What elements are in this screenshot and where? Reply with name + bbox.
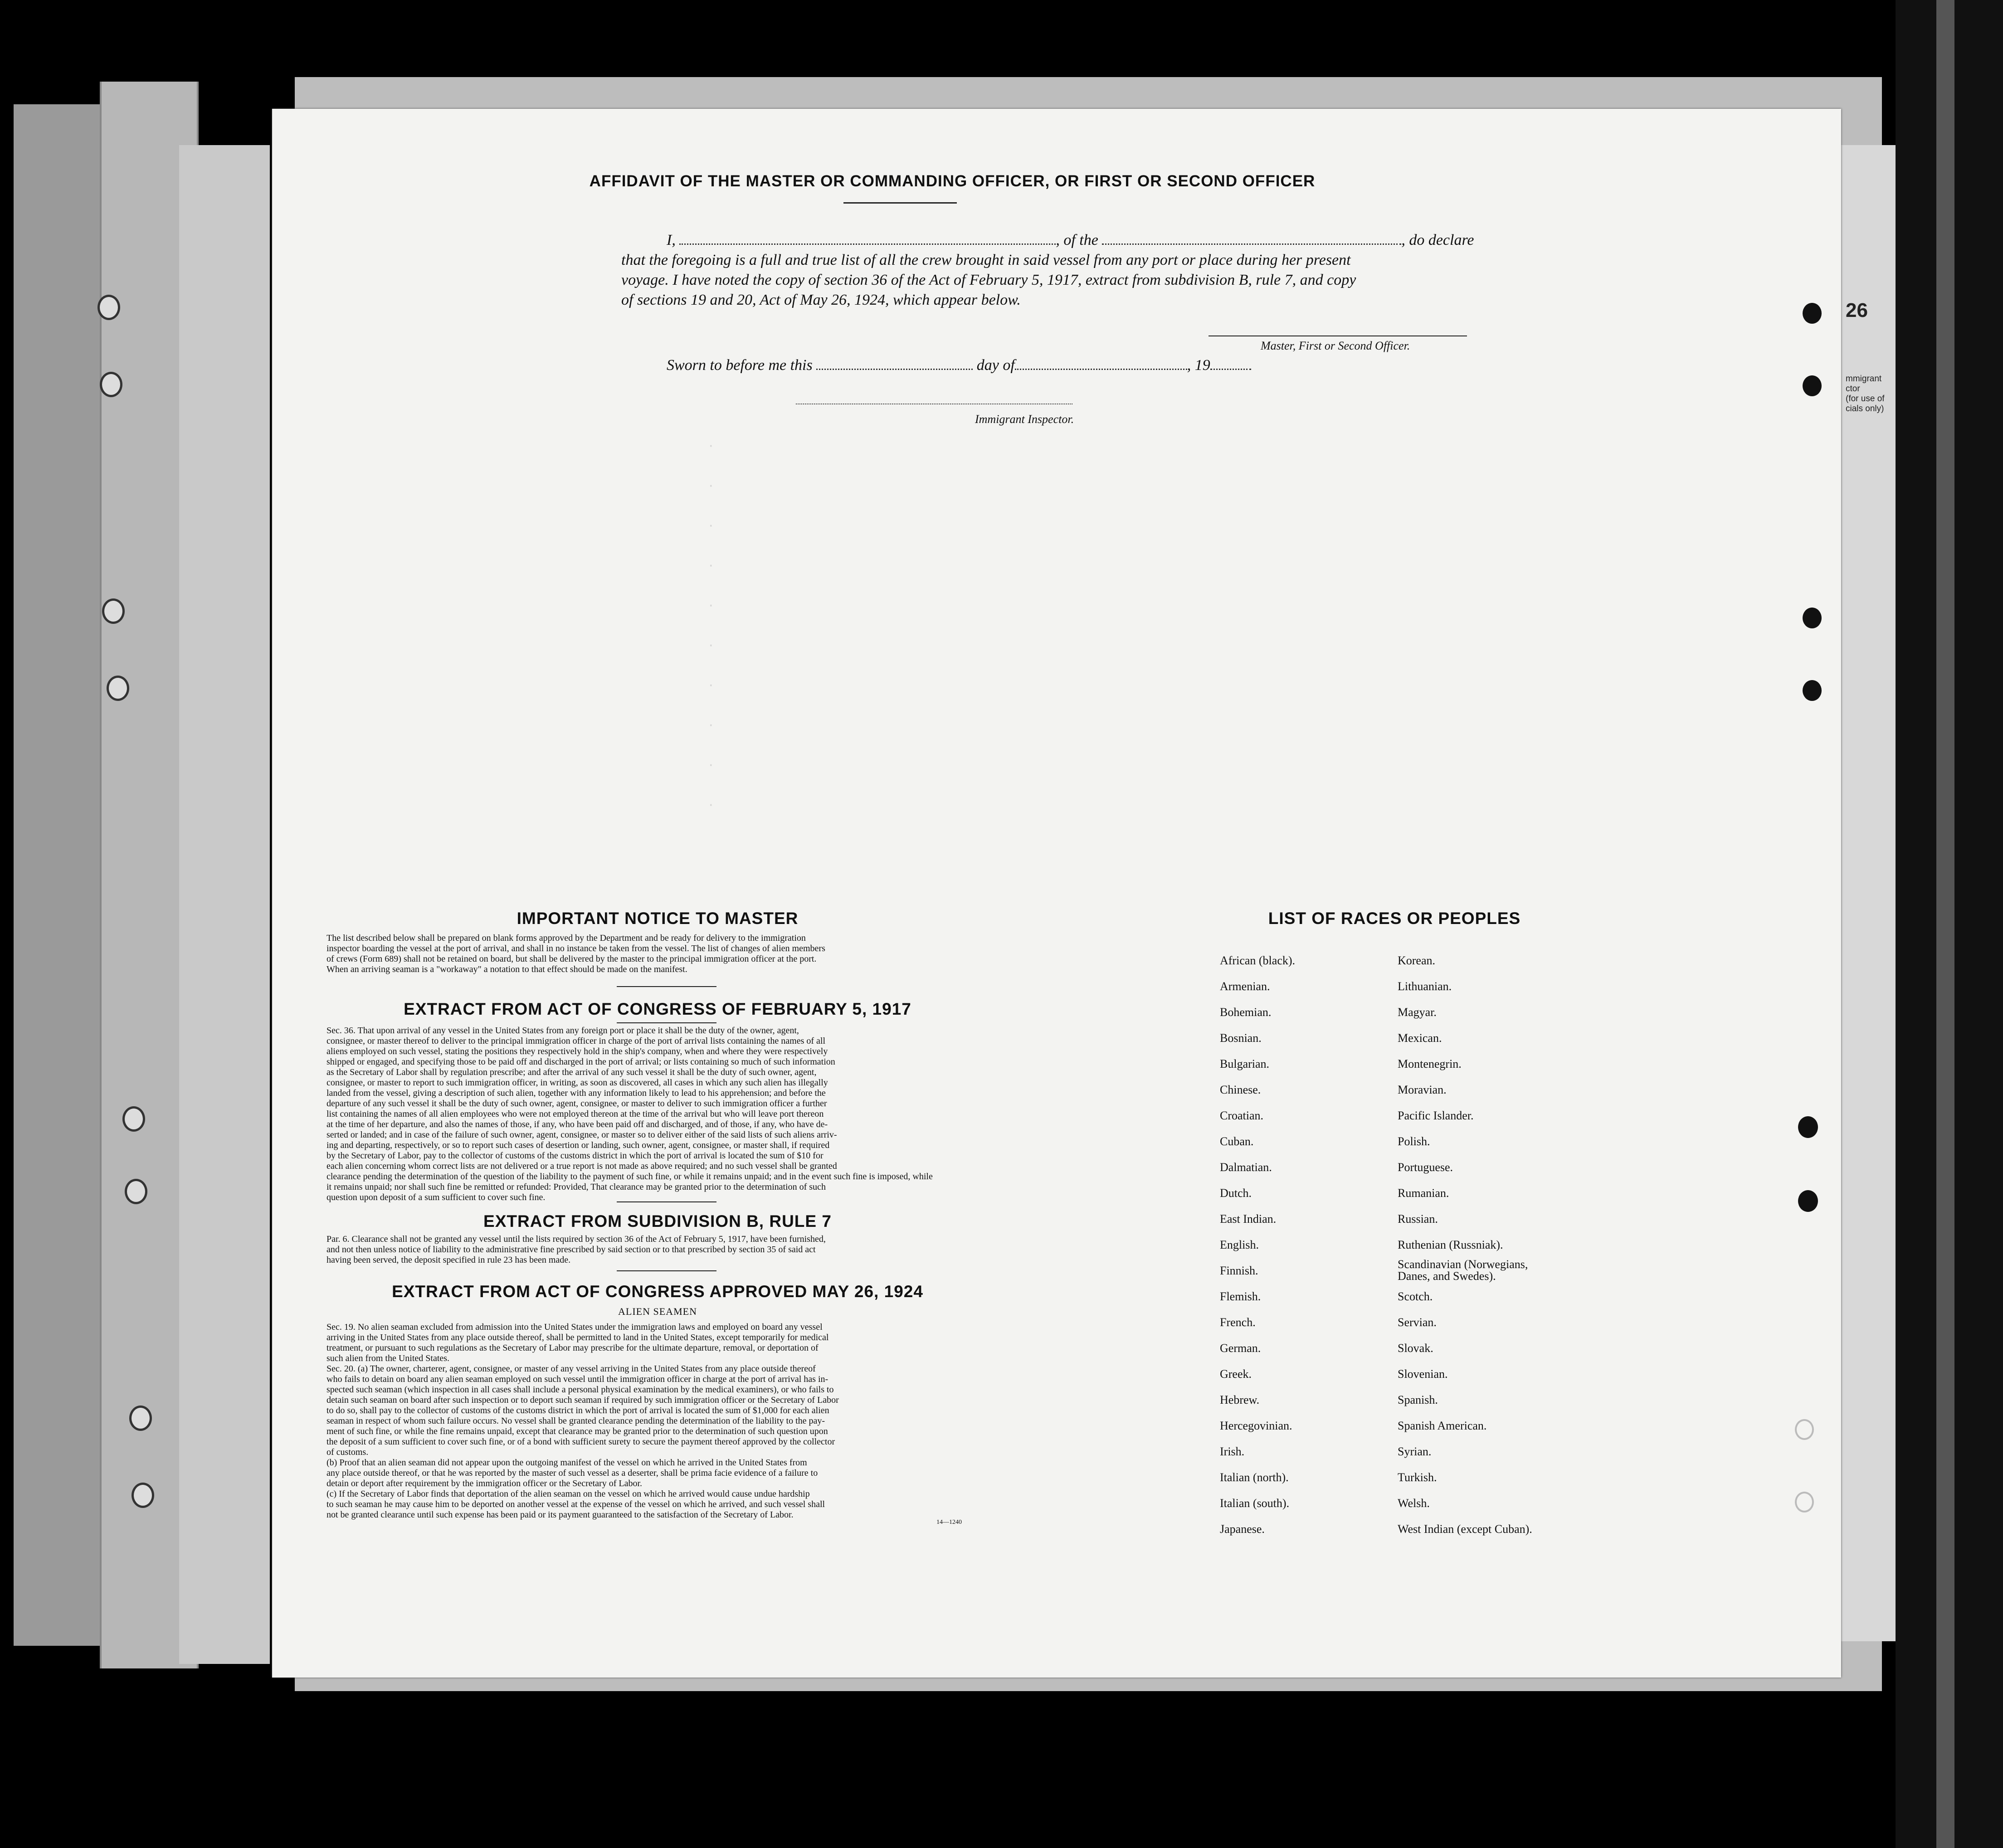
page-number: 26 xyxy=(1846,299,1868,321)
strip-hole-icon xyxy=(102,598,125,624)
race-item: West Indian (except Cuban). xyxy=(1398,1522,1532,1536)
sworn-month-field[interactable] xyxy=(1015,369,1187,370)
race-item: Korean. xyxy=(1398,954,1436,967)
text-line: and not then unless notice of liability to the administrative fine prescribed by said section or to that prescribed by section 35 of said act xyxy=(327,1245,816,1255)
race-item: Servian. xyxy=(1398,1316,1437,1329)
affidavit-title: AFFIDAVIT OF THE MASTER OR COMMANDING OFFICER, OR FIRST OR SECOND OFFICER xyxy=(589,172,1316,190)
race-item: Scandinavian (Norwegians, Danes, and Swedes). xyxy=(1398,1258,1528,1283)
signature-label: Master, First or Second Officer. xyxy=(1261,339,1410,352)
race-item: Polish. xyxy=(1398,1135,1430,1148)
race-item: Welsh. xyxy=(1398,1497,1430,1510)
race-item: Syrian. xyxy=(1398,1445,1432,1458)
text-line: consignee, or master thereof to deliver to the principal immigration officer in charge of the port of arrival lists containing the names of all xyxy=(327,1036,826,1046)
margin-note: mmigrant ctor (for use of cials only) xyxy=(1846,374,1885,413)
text-line: not be granted clearance until such expense has been paid or its payment guaranteed to the satisfaction of the Secretary of Labor. xyxy=(327,1510,794,1520)
section-divider xyxy=(617,1270,716,1271)
text-line: landed from the vessel, giving a description of such alien, together with any information likely to lead to his apprehension; and before the xyxy=(327,1088,826,1098)
punch-hole-icon xyxy=(1798,1190,1818,1212)
affidavit-text: of sections 19 and 20, Act of May 26, 1924, which appear below. xyxy=(621,292,1021,308)
race-item: German. xyxy=(1220,1342,1261,1355)
text-line: who fails to detain on board any alien seaman employed on such vessel until the immigration officer in charge at the port of arrival has in- xyxy=(327,1374,828,1384)
punch-hole-icon xyxy=(1803,375,1822,396)
act-1924-text xyxy=(327,1322,998,1520)
punch-hole-icon xyxy=(1795,1419,1814,1440)
race-item: Bosnian. xyxy=(1220,1031,1262,1045)
race-item: Hebrew. xyxy=(1220,1393,1260,1406)
rule-7-heading: EXTRACT FROM SUBDIVISION B, RULE 7 xyxy=(483,1212,832,1230)
rule-7-text xyxy=(327,1234,998,1265)
race-item: Dalmatian. xyxy=(1220,1161,1272,1174)
text-line: any place outside thereof, or that he was reported by the master of such vessel as a deserter, shall be prima facie evidence of a failure to xyxy=(327,1468,818,1478)
text-line: departure of any such vessel it shall be the duty of such owner, agent, consignee, or master to deliver to such immigration officer a further xyxy=(327,1099,827,1109)
text-line: it remains unpaid; nor shall such fine be remitted or refunded: Provided, That clearance may be granted prior to the determination of such xyxy=(327,1182,826,1192)
race-item: Armenian. xyxy=(1220,980,1270,993)
inspector-label: Immigrant Inspector. xyxy=(975,413,1074,426)
section-divider xyxy=(617,986,716,987)
text-line: at the time of her departure, and also the names of those, if any, who have been paid off and discharged, and of those, if any, who have de- xyxy=(327,1119,828,1129)
strip-hole-icon xyxy=(107,676,129,701)
race-item: Finnish. xyxy=(1220,1264,1258,1277)
form-number: 14—1240 xyxy=(936,1519,962,1526)
race-item: English. xyxy=(1220,1238,1259,1251)
notice-text xyxy=(327,933,998,975)
sworn-day-field[interactable] xyxy=(816,369,973,370)
act-1917-heading: EXTRACT FROM ACT OF CONGRESS OF FEBRUARY 5, 1917 xyxy=(404,1000,911,1018)
races-heading: LIST OF RACES OR PEOPLES xyxy=(1268,909,1521,928)
race-item: Magyar. xyxy=(1398,1006,1437,1019)
text-line: to such seaman he may cause him to be deported on another vessel at the expense of the vessel on which he arrived, and such vessel shall xyxy=(327,1499,825,1509)
punch-hole-icon xyxy=(1803,680,1822,701)
left-paper-strip xyxy=(179,145,270,1664)
race-item: Turkish. xyxy=(1398,1471,1437,1484)
strip-hole-icon xyxy=(132,1483,154,1508)
text-line: detain or deport after requirement by the immigration officer or the Secretary of Labor. xyxy=(327,1478,643,1488)
punch-hole-icon xyxy=(1798,1116,1818,1138)
text-line: Sec. 36. That upon arrival of any vessel in the United States from any foreign port or place it shall be the duty of the owner, agent, xyxy=(327,1026,799,1036)
text-line: clearance pending the determination of the question of the liability to the payment of such fine, or while it remains unpaid; and in the event such fine is imposed, while xyxy=(327,1172,933,1182)
race-item: Bulgarian. xyxy=(1220,1057,1270,1070)
text-line: of crews (Form 689) shall not be retained on board, but shall be delivered by the master to the principal immigration officer at the port. xyxy=(327,954,817,964)
race-item: Moravian. xyxy=(1398,1083,1447,1096)
strip-hole-icon xyxy=(125,1179,147,1204)
act-1917-text xyxy=(327,1026,998,1203)
text-line: inspector boarding the vessel at the port of arrival, and shall in no instance be taken from the vessel. The list of changes of alien members xyxy=(327,943,825,953)
punch-hole-icon xyxy=(1795,1492,1814,1512)
race-item: French. xyxy=(1220,1316,1256,1329)
race-item: African (black). xyxy=(1220,954,1296,967)
scanner-border xyxy=(1936,0,1954,1848)
race-item: Slovak. xyxy=(1398,1342,1433,1355)
master-name-field[interactable] xyxy=(679,243,1056,245)
text-line: question upon deposit of a sum sufficient to cover such fine. xyxy=(327,1192,546,1202)
text-line: shipped or engaged, and specifying those to be paid off and discharged in the port of arrival; or lists containing so much of such information xyxy=(327,1057,835,1067)
race-item: Irish. xyxy=(1220,1445,1245,1458)
affidavit-text: that the foregoing is a full and true list of all the crew brought in said vessel from any port or place during her present xyxy=(621,252,1351,268)
text-line: spected such seaman (which inspection in all cases shall include a personal physical examination by the medical examiners), or who fails to xyxy=(327,1385,834,1395)
strip-hole-icon xyxy=(97,295,120,320)
text-line: (b) Proof that an alien seaman did not appear upon the outgoing manifest of the vessel on which he arrived in the United States from xyxy=(327,1458,807,1468)
punch-hole-icon xyxy=(1803,608,1822,628)
sworn-line: Sworn to before me this day of , 19 xyxy=(667,355,1251,375)
text-line: seaman in respect of whom such failure occurs. No vessel shall be granted clearance pending the determination of the liability to the pay- xyxy=(327,1416,825,1426)
race-item: Bohemian. xyxy=(1220,1006,1272,1019)
race-item: East Indian. xyxy=(1220,1212,1277,1226)
text-line: the deposit of a sum sufficient to cover such fine, or of a bond with sufficient surety to secure the payment thereof approved by the collector xyxy=(327,1437,835,1447)
act-1924-heading: EXTRACT FROM ACT OF CONGRESS APPROVED MAY 26, 1924 xyxy=(392,1282,923,1301)
text-line: consignee, or master to report to such immigration officer, in writing, as soon as discovered, all cases in which any such alien has illegally xyxy=(327,1078,828,1088)
race-item: Spanish American. xyxy=(1398,1419,1487,1432)
race-item: Slovenian. xyxy=(1398,1367,1448,1381)
race-item: Spanish. xyxy=(1398,1393,1438,1406)
text-line: of customs. xyxy=(327,1447,369,1457)
text-line: Par. 6. Clearance shall not be granted any vessel until the lists required by section 36 of the Act of February 5, 1917, have been furnished, xyxy=(327,1234,826,1244)
races-left-column xyxy=(1220,948,1392,1542)
race-item: Croatian. xyxy=(1220,1109,1264,1122)
text-line: each alien concerning whom correct lists are not delivered or a true report is not made as above required; and no such vessel shall be granted xyxy=(327,1161,837,1171)
race-item: Scotch. xyxy=(1398,1290,1433,1303)
text-line: to do so, shall pay to the collector of customs of the customs district in which the port of arrival is located the sum of $1,000 for each alien xyxy=(327,1405,829,1415)
text-line: list containing the names of all alien employees who were not employed thereon at the time of the arrival but who will leave port thereon xyxy=(327,1109,824,1119)
text-line: such alien from the United States. xyxy=(327,1353,450,1363)
race-item: Portuguese. xyxy=(1398,1161,1453,1174)
strip-hole-icon xyxy=(100,372,122,397)
text-line: as the Secretary of Labor shall by regulation prescribe; and after the arrival of any such vessel it shall be the duty of such owner, agent, xyxy=(327,1067,817,1077)
text-line: aliens employed on such vessel, stating the positions they respectively hold in the ship's company, when and where they were respectively xyxy=(327,1046,828,1056)
race-item: Rumanian. xyxy=(1398,1187,1449,1200)
text-line: detain such seaman on board after such inspection or to deport such seaman if required by such immigration officer or the Secretary of Labor xyxy=(327,1395,839,1405)
strip-hole-icon xyxy=(122,1106,145,1132)
race-item: Japanese. xyxy=(1220,1522,1265,1536)
text-line: treatment, or pursuant to such regulations as the Secretary of Labor may prescribe for the ultimate departure, removal, or deportation of xyxy=(327,1343,819,1353)
race-item: Italian (north). xyxy=(1220,1471,1289,1484)
punch-hole-icon xyxy=(1803,303,1822,324)
affidavit-text: voyage. I have noted the copy of section 36 of the Act of February 5, 1917, extract from subdivision B, rule 7, and copy xyxy=(621,272,1356,288)
race-item: Dutch. xyxy=(1220,1187,1252,1200)
sworn-year-field[interactable] xyxy=(1210,369,1251,370)
strip-hole-icon xyxy=(129,1405,152,1431)
bleed-through: · · · · · · · · · · xyxy=(707,439,722,812)
text-line: The list described below shall be prepared on blank forms approved by the Department and be ready for delivery to the immigration xyxy=(327,933,806,943)
section-divider xyxy=(617,1201,716,1202)
race-item: Chinese. xyxy=(1220,1083,1261,1096)
race-item: Mexican. xyxy=(1398,1031,1442,1045)
section-divider xyxy=(617,1022,716,1023)
alien-seamen-subheading: ALIEN SEAMEN xyxy=(618,1306,697,1317)
race-item: Hercegovinian. xyxy=(1220,1419,1292,1432)
race-item: Russian. xyxy=(1398,1212,1438,1226)
race-item: Flemish. xyxy=(1220,1290,1261,1303)
races-right-column xyxy=(1398,948,1593,1542)
text-line: by the Secretary of Labor, pay to the collector of customs of the customs district in which the port of arrival is located the sum of $10 for xyxy=(327,1151,824,1161)
affidavit-declaration-line: I, , of the , do declare xyxy=(667,232,1474,248)
race-item: Italian (south). xyxy=(1220,1497,1290,1510)
text-line: Sec. 20. (a) The owner, charterer, agent, consignee, or master of any vessel arriving in the United States from any place outside thereof xyxy=(327,1364,816,1374)
text-line: arriving in the United States from any place outside thereof, shall be permitted to land in the United States, except temporarily for medical xyxy=(327,1333,829,1342)
text-line: having been served, the deposit specified in rule 23 has been made. xyxy=(327,1255,571,1265)
notice-heading: IMPORTANT NOTICE TO MASTER xyxy=(517,909,799,928)
text-line: serted or landed; and in case of the failure of such owner, agent, consignee, or master so to deliver either of the said lists of such aliens arriv- xyxy=(327,1130,837,1140)
text-line: Sec. 19. No alien seaman excluded from admission into the United States under the immigration laws and employed on board any vessel xyxy=(327,1322,823,1332)
text-line: ing and departing, respectively, or so to report such cases of desertion or landing, such owner, agent, consignee, or master shall, if required xyxy=(327,1140,830,1150)
race-item: Cuban. xyxy=(1220,1135,1254,1148)
text-line: When an arriving seaman is a "workaway" a notation to that effect should be made on the manifest. xyxy=(327,964,687,974)
title-rule xyxy=(698,202,1102,204)
race-item: Lithuanian. xyxy=(1398,980,1452,993)
text-line: ment of such fine, or while the fine remains unpaid, except that clearance may be granted prior to the determination of such question upon xyxy=(327,1426,828,1436)
text-line: (c) If the Secretary of Labor finds that deportation of the alien seaman on the vessel on which he arrived would cause undue hardship xyxy=(327,1489,810,1499)
vessel-name-field[interactable] xyxy=(1102,243,1401,245)
race-item: Greek. xyxy=(1220,1367,1252,1381)
race-item: Montenegrin. xyxy=(1398,1057,1462,1070)
race-item: Pacific Islander. xyxy=(1398,1109,1474,1122)
race-item: Ruthenian (Russniak). xyxy=(1398,1238,1503,1251)
